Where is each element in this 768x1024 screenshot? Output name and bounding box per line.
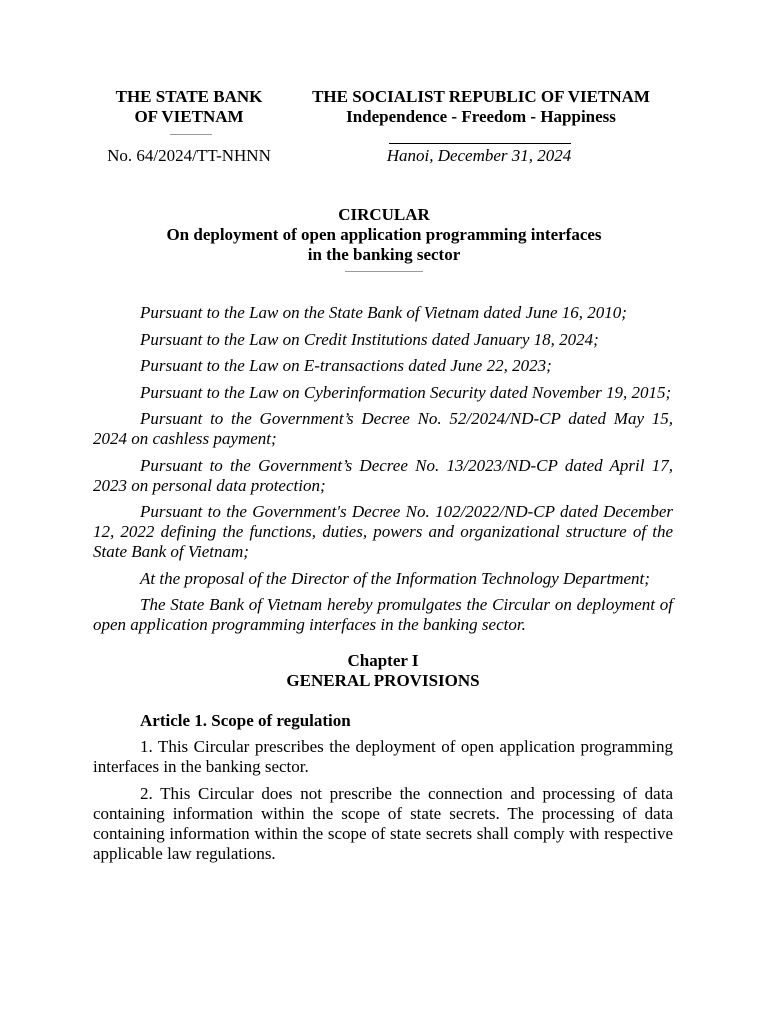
chapter-name: GENERAL PROVISIONS [286, 671, 480, 690]
motto-underline [389, 143, 571, 144]
preamble-paragraph: Pursuant to the Law on E-transactions dated June 22, 2023; [140, 356, 552, 375]
document-title [94, 205, 674, 265]
promulgation-statement: The State Bank of Vietnam hereby promulgates the Circular on deployment of open application programming interfaces in the banking sector. [93, 595, 673, 634]
issuer-divider [170, 134, 212, 135]
preamble-paragraph: Pursuant to the Law on the State Bank of Vietnam dated June 16, 2010; [140, 303, 627, 322]
chapter-number: Chapter I [347, 651, 419, 670]
national-header [286, 87, 676, 127]
preamble-paragraph: At the proposal of the Director of the Information Technology Department; [140, 568, 650, 588]
document-number: No. 64/2024/TT-NHNN [107, 146, 271, 165]
issuer-line-2: OF VIETNAM [134, 107, 244, 126]
preamble-paragraph: Pursuant to the Government’s Decree No. 52/2024/ND-CP dated May 15, 2024 on cashless payment; [93, 409, 673, 448]
issuer-block [94, 87, 284, 127]
title-subject-line-2: in the banking sector [307, 245, 461, 264]
article-clause: 2. This Circular does not prescribe the connection and processing of data containing information within the scope of state secrets. The processing of data containing information within the scope of state secrets shall comply with respective applicable law regulations. [93, 783, 673, 863]
issuer-line-1: THE STATE BANK [115, 87, 263, 106]
chapter-heading [93, 651, 673, 691]
place-and-date: Hanoi, December 31, 2024 [386, 146, 572, 165]
title-divider [345, 271, 423, 272]
document-type: CIRCULAR [338, 205, 430, 224]
preamble-paragraph: Pursuant to the Law on Credit Institutions dated January 18, 2024; [140, 329, 599, 349]
preamble-paragraph: Pursuant to the Government’s Decree No. 13/2023/ND-CP dated April 17, 2023 on personal data protection; [93, 455, 673, 495]
title-subject-line-1: On deployment of open application programming interfaces [166, 225, 602, 244]
article-clause: 1. This Circular prescribes the deployment of open application programming interfaces in the banking sector. [93, 737, 673, 776]
country-name: THE SOCIALIST REPUBLIC OF VIETNAM [312, 87, 650, 106]
national-motto: Independence - Freedom - Happiness [346, 107, 616, 126]
article-heading: Article 1. Scope of regulation [140, 711, 351, 730]
preamble-paragraph: Pursuant to the Government's Decree No. 102/2022/ND-CP dated December 12, 2022 defining the functions, duties, powers and organizational structure of the State Bank of Vietnam; [93, 502, 673, 561]
preamble-paragraph: Pursuant to the Law on Cyberinformation Security dated November 19, 2015; [140, 382, 672, 402]
document-body [93, 303, 673, 870]
